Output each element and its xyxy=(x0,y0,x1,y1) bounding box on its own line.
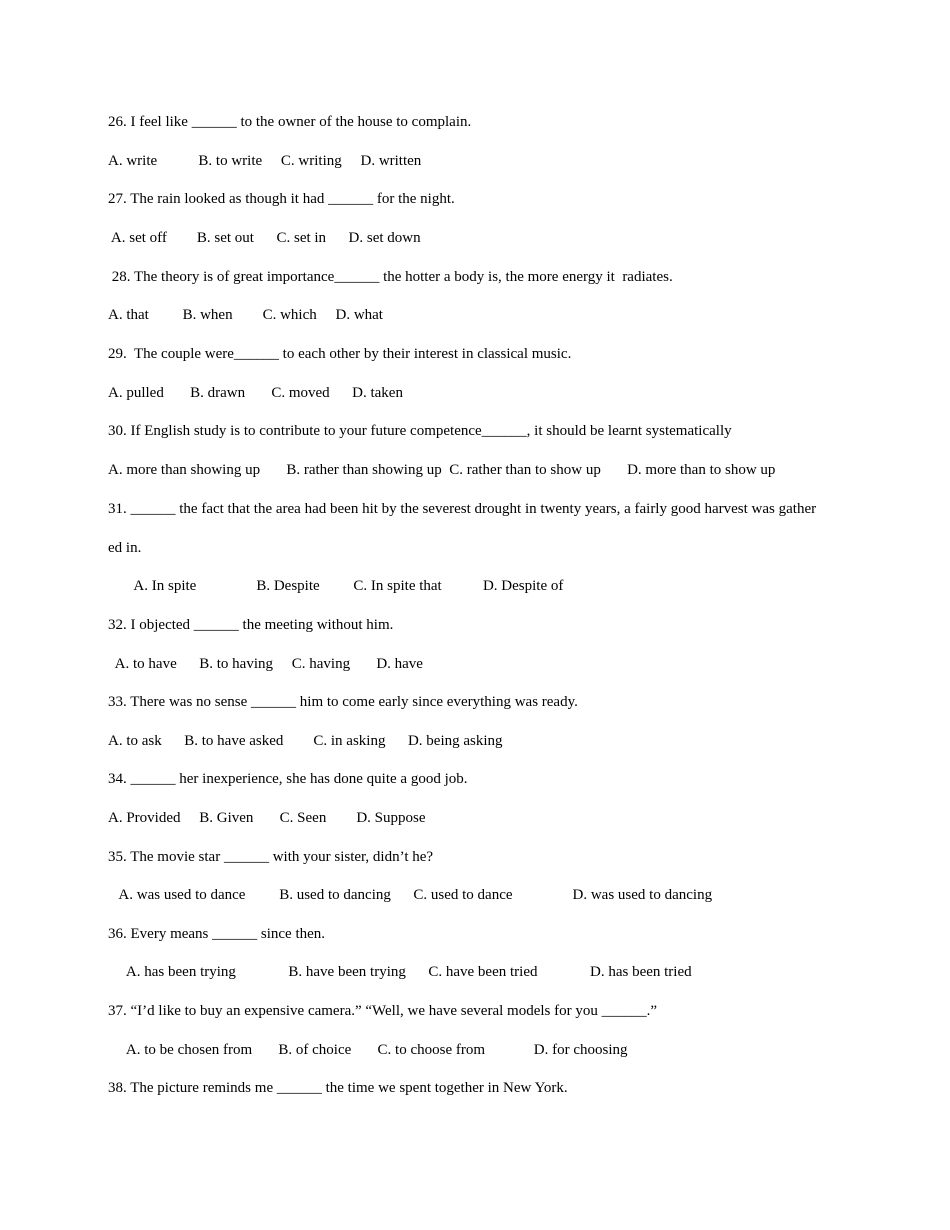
options-26: A. write B. to write C. writing D. written xyxy=(108,153,422,169)
question-30: 30. If English study is to contribute to your future competence______, it should be learnt systematically xyxy=(108,423,732,439)
options-30: A. more than showing up B. rather than showing up C. rather than to show up D. more than to show up xyxy=(108,462,776,478)
options-33: A. to ask B. to have asked C. in asking D. being asking xyxy=(108,733,503,749)
question-28: 28. The theory is of great importance______ the hotter a body is, the more energy it radiates. xyxy=(108,269,673,285)
question-31: 31. ______ the fact that the area had been hit by the severest drought in twenty years, a fairly good harvest was gather xyxy=(108,501,817,517)
options-31: A. In spite B. Despite C. In spite that D. Despite of xyxy=(108,578,564,594)
options-32: A. to have B. to having C. having D. have xyxy=(108,656,423,672)
question-38: 38. The picture reminds me ______ the time we spent together in New York. xyxy=(108,1080,568,1096)
options-28: A. that B. when C. which D. what xyxy=(108,307,383,323)
question-37: 37. “I’d like to buy an expensive camera.” “Well, we have several models for you ______.” xyxy=(108,1003,658,1019)
question-34: 34. ______ her inexperience, she has done quite a good job. xyxy=(108,771,468,787)
options-29: A. pulled B. drawn C. moved D. taken xyxy=(108,385,403,401)
question-26: 26. I feel like ______ to the owner of the house to complain. xyxy=(108,114,472,130)
question-27: 27. The rain looked as though it had ______ for the night. xyxy=(108,191,455,207)
question-31-continued: ed in. xyxy=(108,540,142,556)
options-34: A. Provided B. Given C. Seen D. Suppose xyxy=(108,810,426,826)
options-37: A. to be chosen from B. of choice C. to choose from D. for choosing xyxy=(108,1042,628,1058)
question-32: 32. I objected ______ the meeting without him. xyxy=(108,617,394,633)
question-29: 29. The couple were______ to each other by their interest in classical music. xyxy=(108,346,572,362)
options-35: A. was used to dance B. used to dancing C. used to dance D. was used to dancing xyxy=(108,887,713,903)
question-36: 36. Every means ______ since then. xyxy=(108,926,326,942)
options-36: A. has been trying B. have been trying C. have been tried D. has been tried xyxy=(108,964,692,980)
question-33: 33. There was no sense ______ him to come early since everything was ready. xyxy=(108,694,578,710)
options-27: A. set off B. set out C. set in D. set down xyxy=(108,230,421,246)
question-35: 35. The movie star ______ with your sister, didn’t he? xyxy=(108,849,434,865)
